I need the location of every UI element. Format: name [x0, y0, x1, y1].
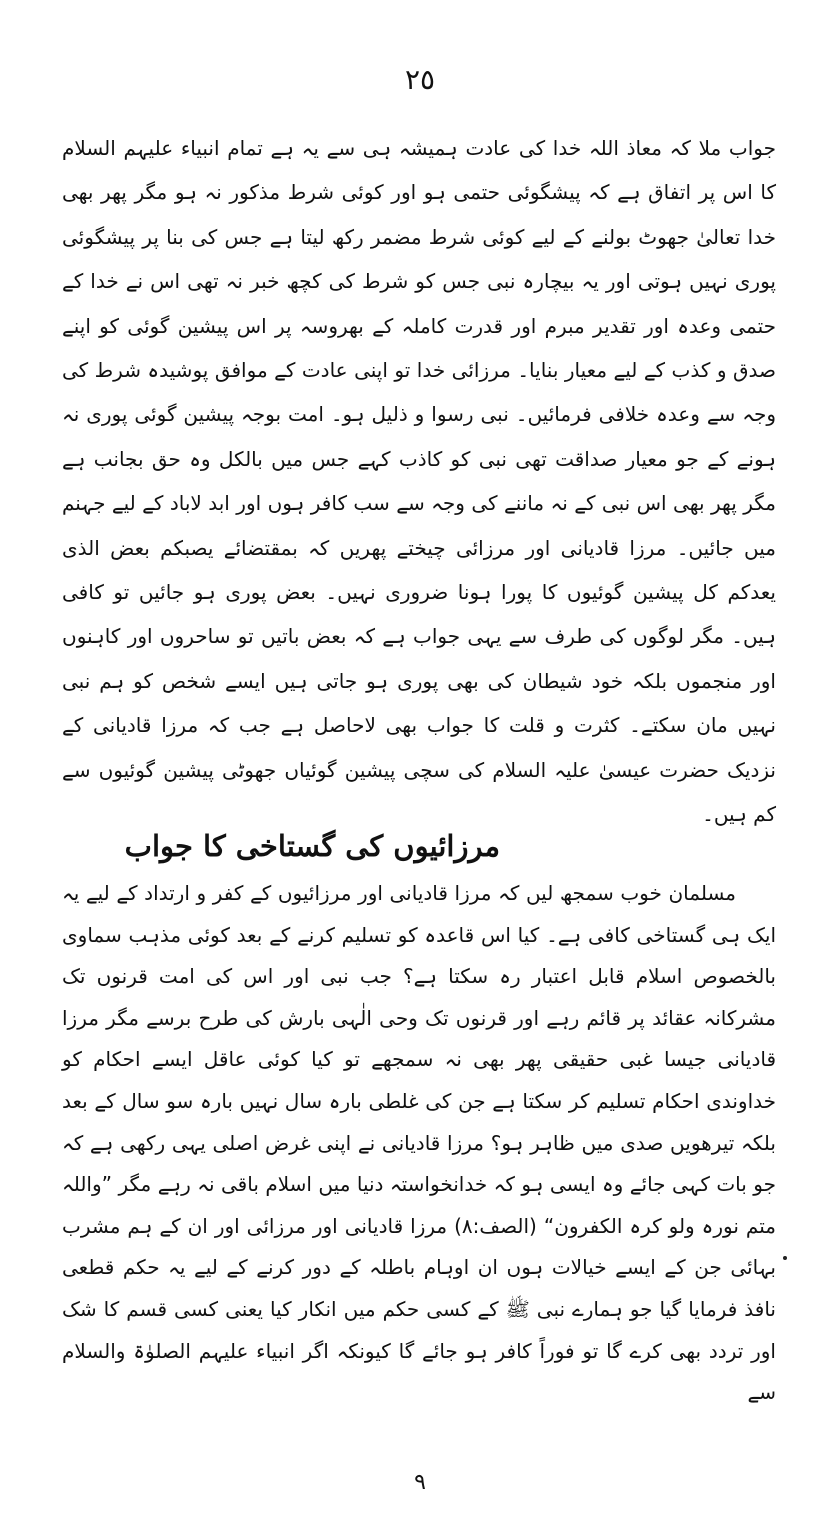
body-paragraph-1: جواب ملا کہ معاذ اللہ خدا کی عادت ہمیشہ ہی سے یہ ہے تمام انبیاء علیہم السلام کا اس پر اتفاق ہے کہ پیشگوئی حتمی ہو اور کوئی شرط مذکور نہ ہو مگر پھر بھی خدا تعالیٰ جھوٹ بولنے کے لیے کوئی شرط مضمر رکھ لیتا ہے جس کی بنا پر پیشگوئی پوری نہیں ہوتی اور یہ بیچارہ نبی جس کو شرط کی کچھ خبر نہ تھی اس نے خدا کے حتمی وعدہ اور تقدیر مبرم اور قدرت کاملہ کے بھروسہ پر اس پیشین گوئی کو اپنے صدق و کذب کے لیے معیار بنایا۔ مرزائی خدا تو اپنی عادت کے موافق پوشیدہ شرط کی وجہ سے وعدہ خلافی فرمائیں۔ نبی رسوا و ذلیل ہو۔ امت بوجہ پیشین گوئی پوری نہ ہونے کے جو معیار صداقت تھی نبی کو کاذب کہے جس میں بالکل وہ حق بجانب ہے مگر پھر بھی اس نبی کے نہ ماننے کی وجہ سے سب کافر ہوں اور ابد لاباد کے لیے جہنم میں جائیں۔ مرزا قادیانی اور مرزائی چیختے پھریں کہ بمقتضائے یصبکم بعض الذی یعدکم کل پیشین گوئیوں کا پورا ہونا ضروری نہیں۔ بعض پوری ہو جائیں تو کافی ہیں۔ مگر لوگوں کی طرف سے یہی جواب ہے کہ بعض باتیں تو ساحروں اور کاہنوں اور منجموں بلکہ خود شیطان کی بھی پوری ہو جاتی ہیں ایسے شخص کو ہم نبی نہیں مان سکتے۔ کثرت و قلت کا جواب بھی لاحاصل ہے جب کہ مرزا قادیانی کے نزدیک حضرت عیسیٰ علیہ السلام کی سچی پیشین گوئیاں جھوٹی پیشین گوئیوں سے کم ہیں۔	[62, 136, 776, 827]
page-number-top: ٢٥	[404, 63, 436, 96]
body-paragraph-2: مسلمان خوب سمجھ لیں کہ مرزا قادیانی اور مرزائیوں کے کفر و ارتداد کے لیے یہ ایک ہی گستاخی کافی ہے۔ کیا اس قاعدہ کو تسلیم کرنے کے بعد کوئی مذہب سماوی بالخصوص اسلام قابل اعتبار رہ سکتا ہے؟ جب نبی اور اس کی امت قرنوں تک مشرکانہ عقائد پر قائم رہے اور قرنوں تک وحی الٰہی بارش کی طرح برسے مگر مرزا قادیانی جیسا غبی حقیقی پھر بھی نہ سمجھے تو کیا کوئی عاقل ایسے احکام کو خداوندی احکام تسلیم کر سکتا ہے جن کی غلطی بارہ سال نہیں بارہ سو سال کے بعد بلکہ تیرھویں صدی میں ظاہر ہو؟ مرزا قادیانی نے اپنی غرض اصلی یہی رکھی ہے کہ جو بات کہی جائے وہ ایسی ہو کہ خدانخواستہ دنیا میں اسلام باقی نہ رہے مگر ”واللہ متم نورہ ولو کرہ الکفرون“ (الصف:۸) مرزا قادیانی اور مرزائی اور ان کے ہم مشرب بہائی جن کے ایسے خیالات ہوں ان اوہام باطلہ کے دور کرنے کے لیے یہ حکم قطعی نافذ فرمایا گیا جو ہمارے نبی ﷺ کے کسی حکم میں انکار کیا یعنی کسی قسم کا شک اور تردد بھی کرے گا تو فوراً کافر ہو جائے گا کیونکہ اگر انبیاء علیہم الصلوٰۃ والسلام سے	[62, 881, 776, 1405]
section-heading: مرزائیوں کی گستاخی کا جواب	[124, 829, 500, 863]
margin-mark	[783, 1256, 787, 1260]
page-number-bottom: ٩	[414, 1470, 426, 1495]
